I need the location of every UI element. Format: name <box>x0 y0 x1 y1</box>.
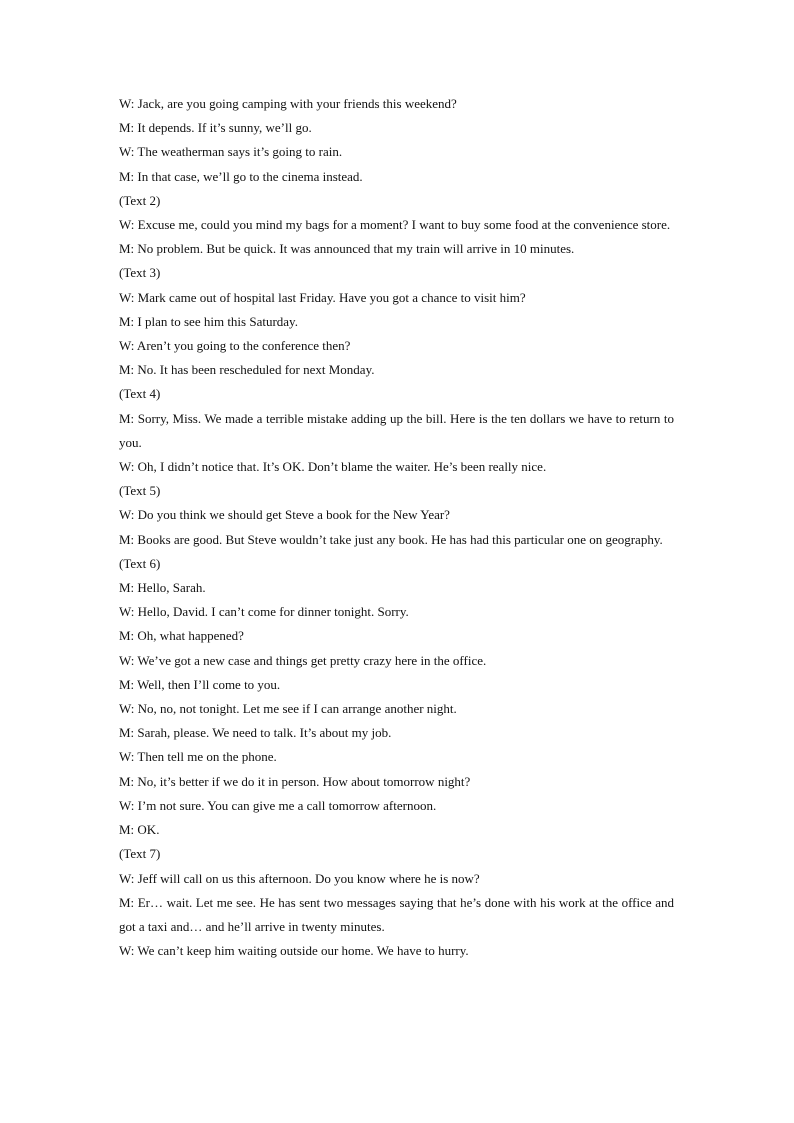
transcript-line: M: It depends. If it’s sunny, we’ll go. <box>119 120 312 136</box>
section-heading: (Text 5) <box>119 483 161 499</box>
transcript-line: M: Hello, Sarah. <box>119 580 206 596</box>
transcript-line: W: We can’t keep him waiting outside our home. We have to hurry. <box>119 943 469 959</box>
transcript-line: M: OK. <box>119 822 160 838</box>
transcript-line: W: Aren’t you going to the conference then? <box>119 338 351 354</box>
transcript-line: M: No. It has been rescheduled for next Monday. <box>119 362 375 378</box>
section-heading: (Text 2) <box>119 192 161 208</box>
transcript-line: M: Oh, what happened? <box>119 628 244 644</box>
transcript-line: W: Excuse me, could you mind my bags for a moment? I want to buy some food at the convenience store. <box>119 217 671 233</box>
transcript-line: M: Sarah, please. We need to talk. It’s about my job. <box>119 725 392 741</box>
transcript-line: M: Books are good. But Steve wouldn’t take just any book. He has had this particular one on geography. <box>119 531 663 547</box>
transcript-line: M: Well, then I’ll come to you. <box>119 676 281 692</box>
section-heading: (Text 7) <box>119 846 161 862</box>
transcript-line: M: In that case, we’ll go to the cinema instead. <box>119 168 363 184</box>
section-heading: (Text 6) <box>119 555 161 571</box>
transcript-line: W: We’ve got a new case and things get pretty crazy here in the office. <box>119 652 487 668</box>
transcript-line: W: No, no, not tonight. Let me see if I can arrange another night. <box>119 701 457 717</box>
transcript-line: W: Then tell me on the phone. <box>119 749 277 765</box>
transcript-line: M: I plan to see him this Saturday. <box>119 313 298 329</box>
section-heading: (Text 3) <box>119 265 161 281</box>
transcript-line: M: Er… wait. Let me see. He has sent two messages saying that he’s done with his work at the office and got a taxi and… and he’ll arrive in twenty minutes. <box>119 894 674 934</box>
transcript-line: W: Oh, I didn’t notice that. It’s OK. Don’t blame the waiter. He’s been really nice. <box>119 459 547 475</box>
section-heading: (Text 4) <box>119 386 161 402</box>
transcript-line: W: Do you think we should get Steve a book for the New Year? <box>119 507 450 523</box>
transcript-line: W: Hello, David. I can’t come for dinner tonight. Sorry. <box>119 604 409 620</box>
transcript-line: M: No, it’s better if we do it in person. How about tomorrow night? <box>119 773 471 789</box>
transcript-line: M: No problem. But be quick. It was announced that my train will arrive in 10 minutes. <box>119 241 575 257</box>
transcript-line: M: Sorry, Miss. We made a terrible mistake adding up the bill. Here is the ten dollars we have to return to you. <box>119 410 674 450</box>
transcript-line: W: Jeff will call on us this afternoon. Do you know where he is now? <box>119 870 480 886</box>
transcript-body <box>119 92 674 963</box>
transcript-line: W: I’m not sure. You can give me a call tomorrow afternoon. <box>119 797 437 813</box>
transcript-line: W: Mark came out of hospital last Friday. Have you got a chance to visit him? <box>119 289 526 305</box>
transcript-line: W: The weatherman says it’s going to rain. <box>119 144 343 160</box>
transcript-line: W: Jack, are you going camping with your friends this weekend? <box>119 96 457 111</box>
